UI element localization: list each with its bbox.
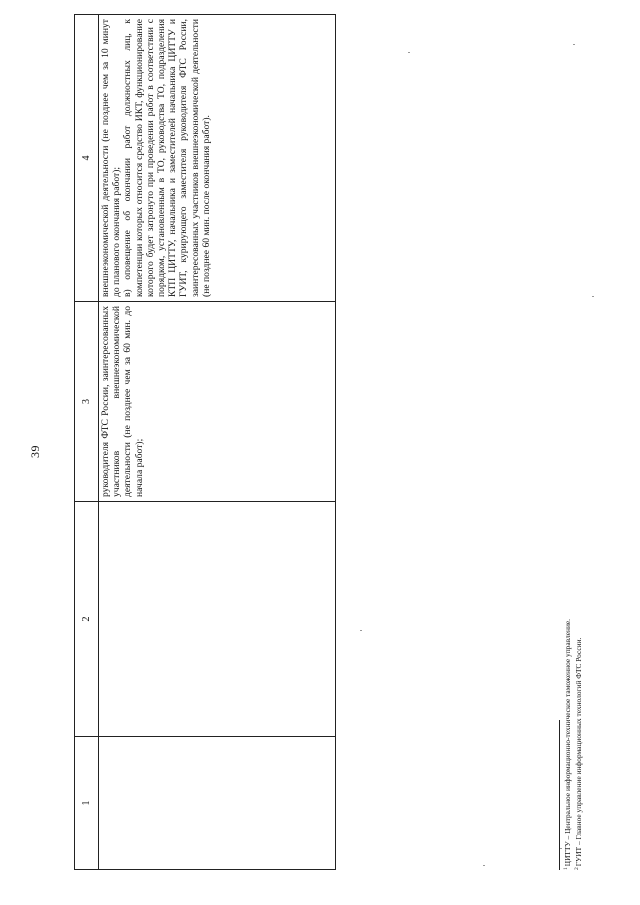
table-header-row [75,15,99,870]
cell-col-4: внешнеэкономической деятельности (не позднее чем за 10 минут до планового окончания работ); в) оповещение об окончании работ должностных лиц, к компетенции которых относится средство ИКТ, функционирование которого будет затронуто при проведении работ в соответствии с порядком, установленным в ТО, руководства ТО, подразделения КТП ЦИТТУ, начальника и заместителей начальника ЦИТТУ и ГУИТ, курирующего заместителя руководителя ФТС России, заинтересованных участников внешнеэкономической деятельности (не позднее 60 мин. после окончания работ). [99,15,336,302]
cell-col-1 [99,737,336,870]
scan-speck [573,44,575,45]
header-col-3: 3 [75,302,99,502]
cell-col-3: руководителя ФТС России, заинтересованных участников внешнеэкономической деятельности (не позднее чем за 60 мин. до начала работ); [99,302,336,502]
footnotes [559,530,583,870]
header-col-1: 1 [75,737,99,870]
scan-speck [483,865,485,866]
footnote-2: $^2$ГУИТ – Главное управление информационных технологий ФТС России. [573,637,583,870]
rotated-page [74,15,583,870]
scan-speck [592,296,594,297]
scan-speck [360,630,362,631]
main-table [74,14,336,870]
cell-col-2 [99,502,336,737]
header-col-4: 4 [75,15,99,302]
header-col-2: 2 [75,502,99,737]
page-number: 39 [28,445,42,458]
scan-speck [560,848,562,849]
table-row [99,15,336,870]
footnote-1: $^1$ЦИТТУ – Центральное информационно-техническое таможенное управление. [563,618,572,870]
scan-speck [408,52,410,53]
